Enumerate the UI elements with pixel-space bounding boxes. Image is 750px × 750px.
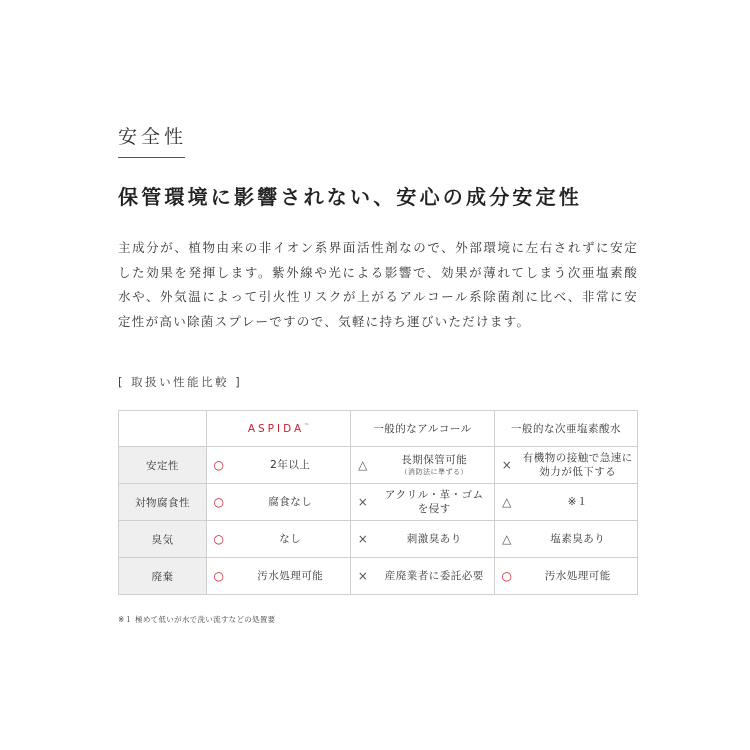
comparison-table	[118, 410, 638, 595]
rating-mark: ×	[351, 521, 375, 558]
cell-value-note: （消防法に準ずる）	[400, 467, 468, 476]
cell-value-line2: 効力が低下する	[539, 466, 617, 478]
rating-mark: ○	[207, 521, 231, 558]
table-row	[119, 558, 638, 595]
cell-value: 刺激臭あり	[375, 521, 495, 558]
cell-value: ※１	[519, 484, 638, 521]
table-row	[119, 484, 638, 521]
table-row	[119, 521, 638, 558]
cell-value	[519, 447, 638, 484]
cell-value-line1: アクリル・革・ゴム	[384, 489, 484, 501]
row-header-disposal: 廃棄	[119, 558, 207, 595]
section-title: 安全性	[118, 126, 188, 148]
column-header-alcohol: 一般的なアルコール	[351, 411, 495, 447]
cell-value-line1: 有機物の接触で急速に	[522, 452, 633, 464]
footnote: ※１ 極めて低いが水で洗い流すなどの処置要	[118, 615, 276, 624]
cell-value: 汚水処理可能	[519, 558, 638, 595]
row-header-odor: 臭気	[119, 521, 207, 558]
rating-mark: ○	[207, 558, 231, 595]
rating-mark: ○	[495, 558, 519, 595]
row-header-stability: 安定性	[119, 447, 207, 484]
cell-value: 塩素臭あり	[519, 521, 638, 558]
cell-value: 2年以上	[231, 447, 351, 484]
table-header-row	[119, 411, 638, 447]
cell-value: なし	[231, 521, 351, 558]
rating-mark: △	[495, 521, 519, 558]
title-underline	[118, 157, 185, 158]
cell-value-line2: を侵す	[417, 503, 451, 515]
cell-value: 腐食なし	[231, 484, 351, 521]
rating-mark: ○	[207, 484, 231, 521]
aspida-logo-text: ASPIDA™	[247, 422, 310, 435]
rating-mark: ×	[495, 447, 519, 484]
cell-value	[375, 484, 495, 521]
rating-mark: △	[351, 447, 375, 484]
table-row	[119, 447, 638, 484]
column-header-aspida	[207, 411, 351, 447]
column-header-hypochlorous: 一般的な次亜塩素酸水	[495, 411, 638, 447]
row-header-corrosion: 対物腐食性	[119, 484, 207, 521]
rating-mark: ×	[351, 484, 375, 521]
body-paragraph: 主成分が、植物由来の非イオン系界面活性剤なので、外部環境に左右されずに安定した効果を発揮します。紫外線や光による影響で、効果が薄れてしまう次亜塩素酸水や、外気温によって引火性リスクが上がるアルコール系除菌剤に比べ、非常に安定性が高い除菌スプレーですので、気軽に持ち運びいただけます。	[118, 240, 638, 329]
table-corner-cell	[119, 411, 207, 447]
table-caption: [ 取扱い性能比較 ]	[118, 375, 243, 389]
rating-mark: ○	[207, 447, 231, 484]
cell-value: 産廃業者に委託必要	[375, 558, 495, 595]
cell-value	[375, 447, 495, 484]
cell-value: 汚水処理可能	[231, 558, 351, 595]
headline: 保管環境に影響されない、安心の成分安定性	[118, 185, 582, 209]
cell-value-main: 長期保管可能	[401, 453, 468, 466]
rating-mark: △	[495, 484, 519, 521]
rating-mark: ×	[351, 558, 375, 595]
